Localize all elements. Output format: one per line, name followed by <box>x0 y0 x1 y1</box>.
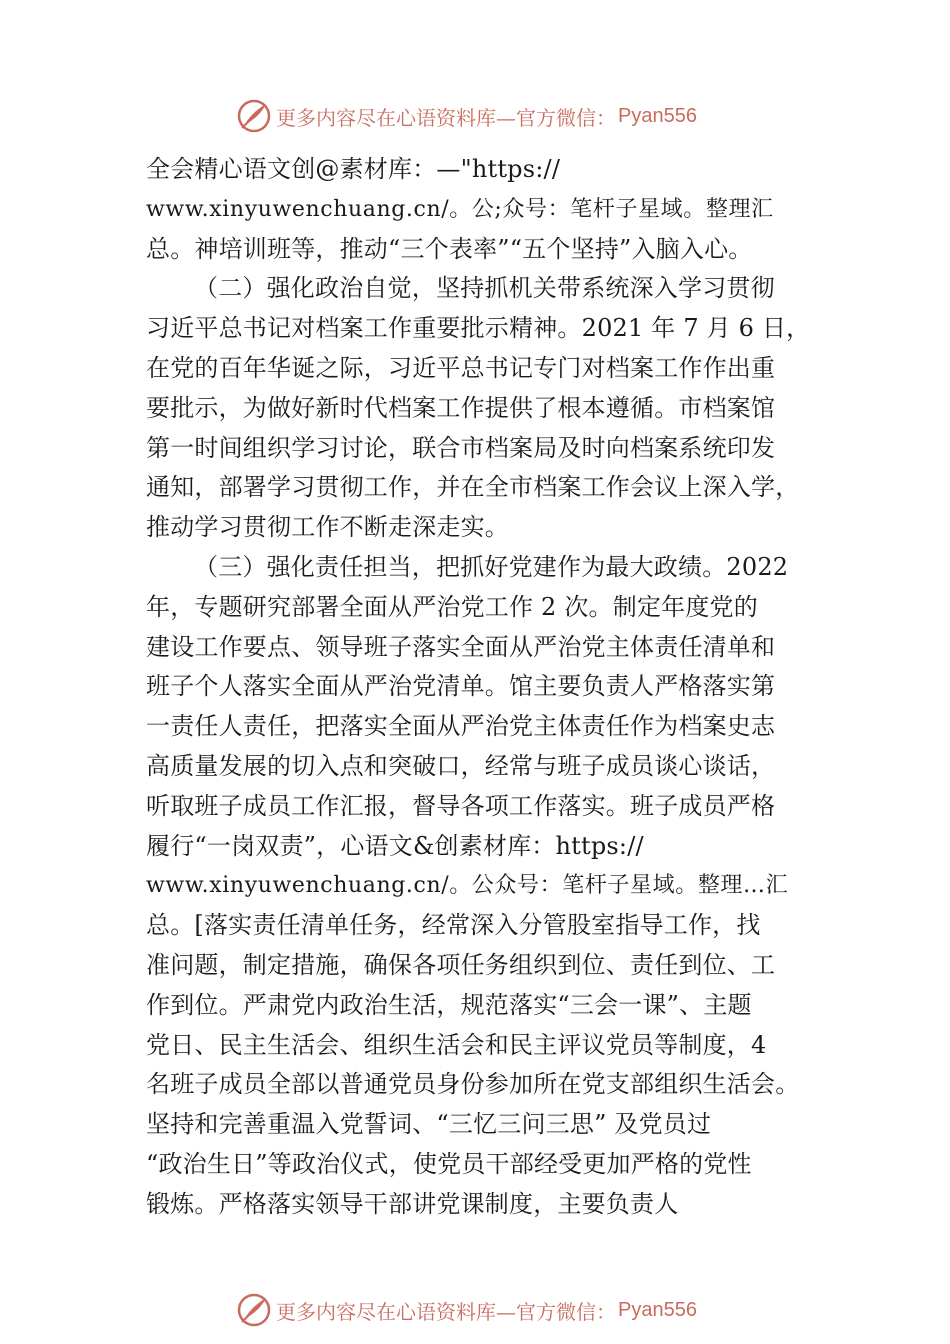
text-line: 一责任人责任，把落实全面从严治党主体责任作为档案史志 <box>146 712 776 741</box>
text-line: 在党的百年华诞之际，习近平总书记专门对档案工作作出重 <box>146 353 776 382</box>
text-line: www.xinyuwenchuang.cn/。公;众号：笔杆子星域。整理汇 <box>146 196 774 222</box>
text-line: 第一时间组织学习讨论，联合市档案局及时向档案系统印发 <box>146 433 776 462</box>
quill-logo-icon <box>236 98 272 134</box>
footer-wechat-id: Pyan556 <box>618 1298 697 1321</box>
text-line: 高质量发展的切入点和突破口，经常与班子成员谈心谈话， <box>146 751 776 780</box>
text-line: 班子个人落实全面从严治党清单。馆主要负责人严格落实第 <box>146 672 776 701</box>
text-line: www.xinyuwenchuang.cn/。公众号：笔杆子星域。整理…汇 <box>146 873 789 899</box>
text-line: “政治生日”等政治仪式，使党员干部经受更加严格的党性 <box>146 1149 752 1178</box>
paragraph-start-line: （三）强化责任担当，把抓好党建作为最大政绩。2022 <box>194 552 789 581</box>
text-line: 习近平总书记对档案工作重要批示精神。2021 年 7 月 6 日， <box>146 314 811 343</box>
header-wechat-id: Pyan556 <box>618 104 697 127</box>
footer-watermark <box>236 1290 697 1330</box>
text-line: 听取班子成员工作汇报，督导各项工作落实。班子成员严格 <box>146 791 776 820</box>
text-line: 建设工作要点、领导班子落实全面从严治党主体责任清单和 <box>146 632 776 661</box>
text-line: 名班子成员全部以普通党员身份参加所在党支部组织生活会。 <box>146 1070 800 1099</box>
text-line: 年，专题研究部署全面从严治党工作 2 次。制定年度党的 <box>146 592 758 621</box>
footer-watermark-text: 更多内容尽在心语资料库—官方微信： <box>276 1299 616 1324</box>
text-line: 党日、民主生活会、组织生活会和民主评议党员等制度，4 <box>146 1030 767 1059</box>
text-line: 要批示，为做好新时代档案工作提供了根本遵循。市档案馆 <box>146 393 776 422</box>
text-line: 准问题，制定措施，确保各项任务组织到位、责任到位、工 <box>146 950 776 979</box>
text-line: 作到位。严肃党内政治生活，规范落实“三会一课”、主题 <box>146 990 752 1019</box>
text-line: 总。[落实责任清单任务，经常深入分管股室指导工作，找 <box>146 911 761 940</box>
text-line: 通知，部署学习贯彻工作，并在全市档案工作会议上深入学， <box>146 473 800 502</box>
text-line: 总。神培训班等，推动“三个表率”“五个坚持”入脑入心。 <box>146 234 753 263</box>
text-line: 锻炼。严格落实领导干部讲党课制度，主要负责人 <box>146 1189 679 1218</box>
text-line: 推动学习贯彻工作不断走深走实。 <box>146 513 509 542</box>
header-watermark <box>236 96 697 136</box>
header-watermark-text: 更多内容尽在心语资料库—官方微信： <box>276 105 616 130</box>
quill-logo-icon <box>236 1292 272 1328</box>
text-line: 坚持和完善重温入党誓词、“三忆三问三思” 及党员过 <box>146 1110 712 1139</box>
text-line: 全会精心语文创@素材库：—"https:// <box>146 155 561 183</box>
document-body <box>146 150 818 1225</box>
paragraph-start-line: （二）强化政治自觉，坚持抓机关带系统深入学习贯彻 <box>194 274 775 303</box>
text-line: 履行“一岗双责”，心语文&创素材库：https:// <box>146 831 644 860</box>
